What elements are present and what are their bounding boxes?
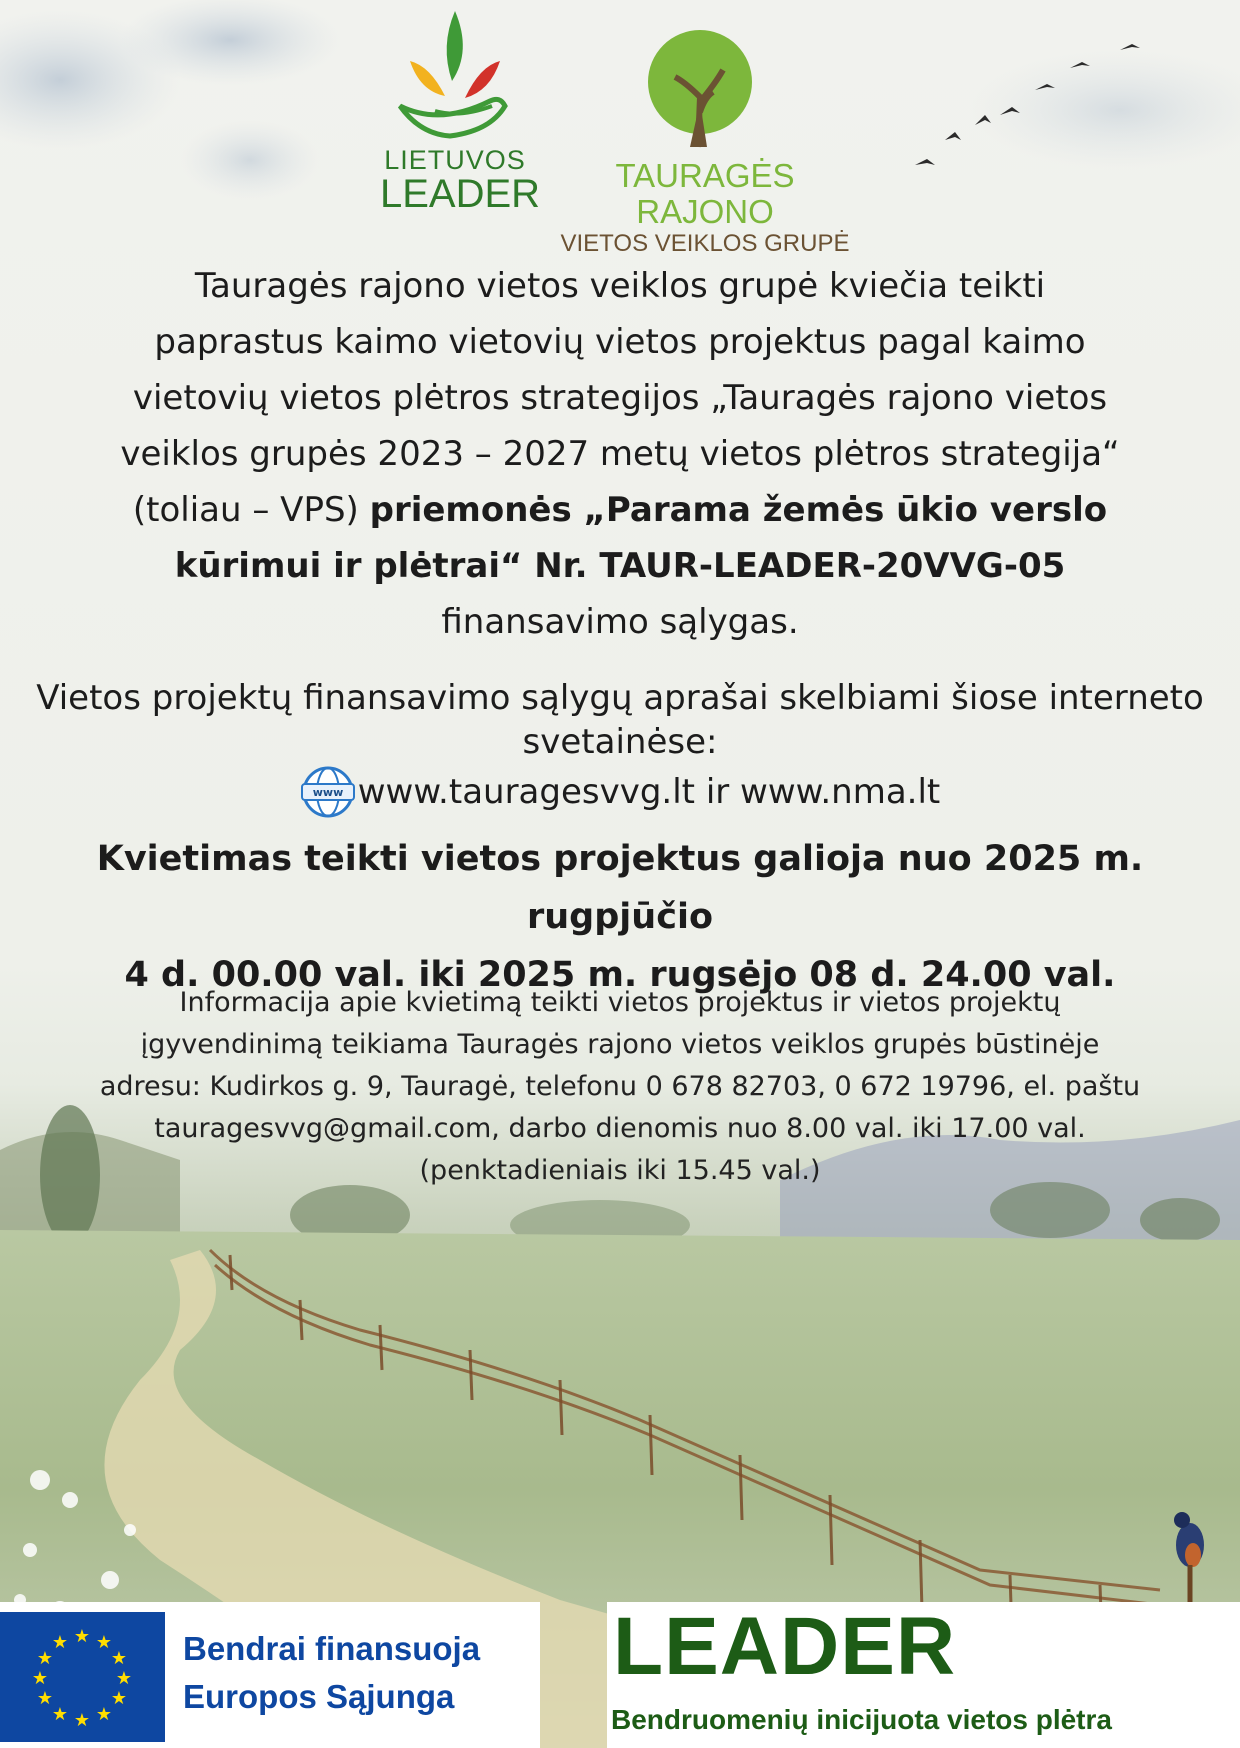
leader-footer-title: LEADER: [613, 1601, 957, 1692]
announcement-line-1: Tauragės rajono vietos veiklos grupė kviečia teikti: [194, 266, 1046, 306]
lietuvos-leader-logo: [380, 6, 541, 216]
eu-line-1: Bendrai finansuoja: [183, 1630, 481, 1667]
svg-text:★: ★: [95, 1632, 113, 1653]
websites-paragraph: [0, 676, 1240, 764]
call-period-line-2: 4 d. 00.00 val. iki 2025 m. rugsėjo 08 d. 24.00 val.: [124, 955, 1116, 995]
announcement-line-3: vietovių vietos plėtros strategijos „Tauragės rajono vietos: [132, 378, 1108, 418]
info-line-5: (penktadieniais iki 15.45 val.): [419, 1155, 821, 1186]
measure-title-part-2: kūrimui ir plėtrai“ Nr. TAUR-LEADER-20VVG-05: [174, 546, 1066, 586]
svg-text:★: ★: [115, 1668, 133, 1689]
svg-text:★: ★: [51, 1632, 69, 1653]
info-line-1: Informacija apie kvietimą teikti vietos projektus ir vietos projektų: [179, 987, 1061, 1018]
contact-info-paragraph: [0, 982, 1240, 1192]
announcement-line-7: finansavimo sąlygas.: [441, 602, 799, 642]
vvg-text: VIETOS VEIKLOS GRUPĖ: [560, 230, 850, 257]
info-line-2: įgyvendinimą teikiama Tauragės rajono vietos veiklos grupės būstinėje: [140, 1029, 1100, 1060]
measure-title-part-1: priemonės „Parama žemės ūkio verslo: [369, 490, 1108, 530]
announcement-paragraph: [0, 258, 1240, 650]
svg-text:★: ★: [51, 1704, 69, 1725]
announcement-line-4: veiklos grupės 2023 – 2027 metų vietos plėtros strategija“: [120, 434, 1120, 474]
svg-text:★: ★: [36, 1688, 54, 1709]
leader-footer-subtitle: Bendruomenių inicijuota vietos plėtra: [611, 1704, 1112, 1735]
websites-line-1: Vietos projektų finansavimo sąlygų aprašai skelbiami šiose interneto: [36, 678, 1204, 718]
websites-line-2: svetainėse:: [522, 722, 718, 762]
announcement-line-5-normal: (toliau – VPS): [132, 490, 370, 530]
leader-text: LEADER: [380, 172, 541, 216]
svg-text:★: ★: [73, 1626, 91, 1647]
info-line-4: tauragesvvg@gmail.com, darbo dienomis nuo 8.00 val. iki 17.00 val.: [154, 1113, 1086, 1144]
leaf-hand-icon: [380, 6, 530, 146]
info-line-3: adresu: Kudirkos g. 9, Tauragė, telefonu 0 678 82703, 0 672 19796, el. paštu: [99, 1071, 1141, 1102]
announcement-line-5: [0, 482, 1240, 538]
websites-links-row: [0, 764, 1240, 820]
website-links[interactable]: www.tauragesvvg.lt ir www.nma.lt: [357, 772, 941, 812]
leader-clld-badge: [607, 1602, 1240, 1748]
call-period-paragraph: [0, 830, 1240, 1004]
svg-text:★: ★: [110, 1688, 128, 1709]
taurages-rajono-text: TAURAGĖS RAJONO: [615, 157, 795, 230]
eu-cofunding-badge: [0, 1602, 540, 1748]
svg-text:★: ★: [36, 1648, 54, 1669]
announcement-line-2: paprastus kaimo vietovių vietos projektus pagal kaimo: [154, 322, 1086, 362]
svg-text:★: ★: [73, 1710, 91, 1731]
svg-text:★: ★: [95, 1704, 113, 1725]
globe-icon-label: www: [312, 786, 343, 799]
eu-flag-icon: [0, 1612, 165, 1742]
call-period-line-1: Kvietimas teikti vietos projektus galioja nuo 2025 m. rugpjūčio: [96, 839, 1144, 937]
tree-icon: [555, 22, 855, 152]
svg-text:★: ★: [31, 1668, 49, 1689]
announcement-line-6: [0, 538, 1240, 594]
lietuvos-text: LIETUVOS: [384, 145, 526, 175]
taurages-vvg-logo: [555, 22, 855, 257]
eu-line-2: Europos Sąjunga: [183, 1678, 455, 1715]
svg-text:★: ★: [110, 1648, 128, 1669]
globe-icon: [300, 764, 356, 820]
